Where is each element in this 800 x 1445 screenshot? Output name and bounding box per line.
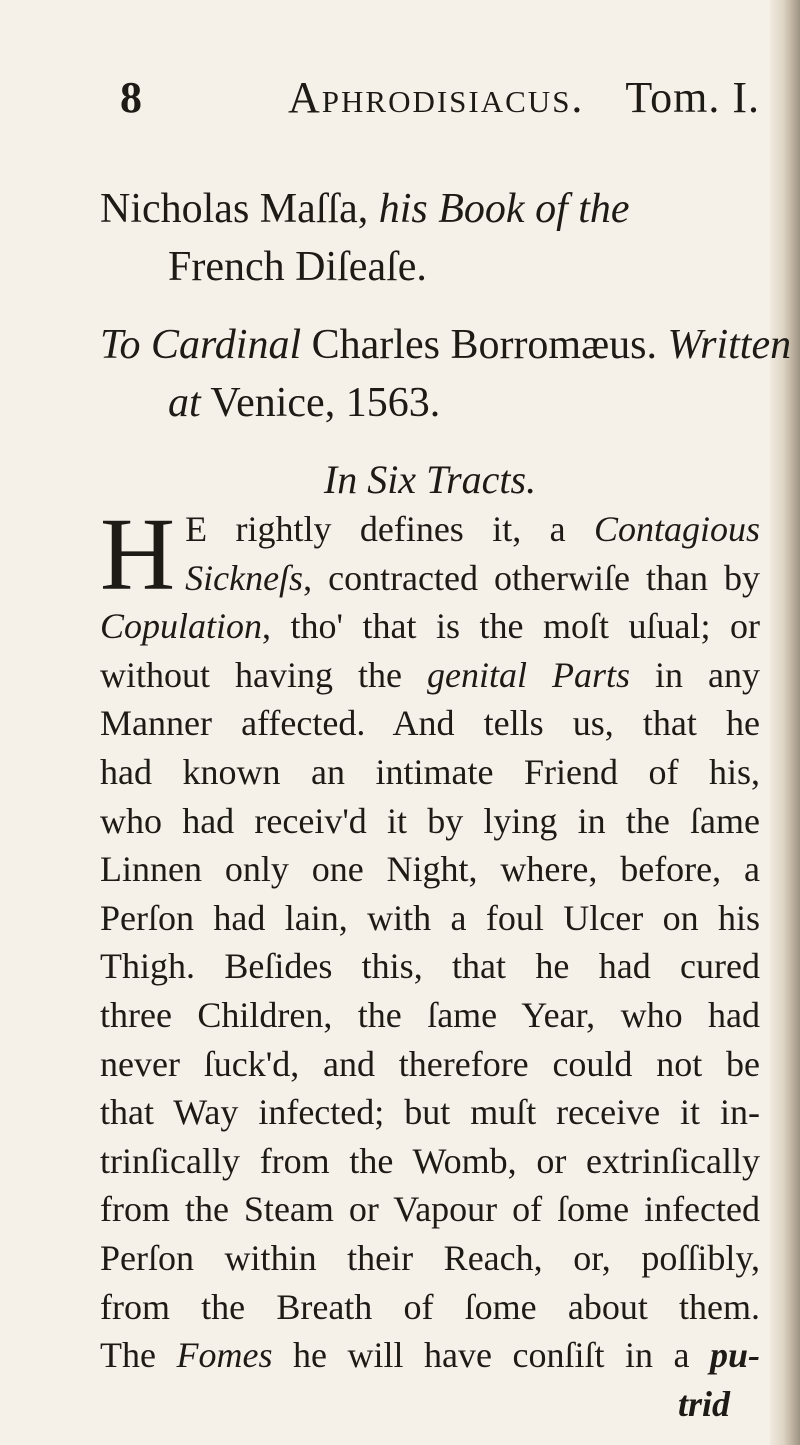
line-italic-text: Contagious [593, 509, 760, 549]
body-line [100, 602, 760, 651]
body-line [100, 748, 760, 797]
line-italic-tail: pu- [709, 1335, 760, 1376]
line-text: Thigh. Beſides this, that he had cured [100, 946, 760, 987]
body-line [100, 1040, 760, 1089]
title-written: Written [667, 322, 792, 368]
line-text: who had receiv'd it by lying in the ſame [100, 800, 760, 841]
line-text: three Children, the ſame Year, who had [100, 994, 760, 1035]
line-text: Perſon within their Reach, or, poſſibly, [100, 1237, 760, 1278]
body-line [100, 845, 760, 894]
body-line [100, 554, 760, 603]
body-line [100, 1185, 760, 1234]
catchword: trid [677, 1383, 730, 1424]
title-line-4 [100, 374, 760, 432]
running-header [120, 72, 760, 132]
title-line-2: French Diſeaſe. [168, 244, 427, 290]
body-line [100, 651, 760, 700]
cardinal-name: Charles Borromæus. [311, 322, 657, 368]
body-line [100, 1234, 760, 1283]
author-name: Nicholas Maſſa, [100, 186, 369, 232]
body-line [100, 1137, 760, 1186]
body-line [100, 1331, 760, 1380]
volume-label: Tom. I. [625, 73, 760, 122]
title-line-3 [100, 316, 792, 374]
title-of-the: of the [535, 186, 630, 232]
line-text: from the Breath of ſome about them. [100, 1286, 760, 1327]
line-text: that Way infected; but muſt receive it in- [100, 1092, 760, 1133]
line-text: , tho' that is the moſt uſual; or [262, 606, 760, 647]
line-italic-text: Copulation [100, 606, 263, 647]
line-italic-text: Sickneſs [185, 557, 304, 598]
body-lines [100, 497, 761, 1380]
body-line [100, 942, 760, 991]
line-text: E rightly defines it, a [185, 509, 594, 549]
line-text: from the Steam or Vapour of ſome infected [100, 1189, 760, 1230]
body-line [100, 797, 760, 846]
line-text: had known an intimate Friend of his, [100, 751, 760, 792]
place-and-date: Venice, 1563. [210, 380, 441, 426]
body-line [100, 894, 760, 943]
chapter-title [100, 180, 792, 432]
line-text: trinſically from the Womb, or extrinſically [100, 1140, 760, 1181]
drop-cap: H [100, 497, 176, 612]
line-text: in any [630, 654, 761, 695]
line-text: never ſuck'd, and therefore could not be [100, 1043, 760, 1084]
page-number: 8 [120, 73, 143, 122]
line-italic-text: Fomes [176, 1335, 273, 1376]
body-line [100, 505, 760, 554]
line-text: Perſon had lain, with a foul Ulcer on his [100, 897, 760, 938]
line-text: Linnen only one Night, where, before, a [100, 849, 760, 890]
title-to-cardinal: To Cardinal [100, 322, 302, 368]
title-at: at [168, 380, 201, 426]
body-line [100, 1088, 760, 1137]
title-his-book: his Book [378, 186, 525, 232]
body-line [100, 699, 760, 748]
line-text: without having the [100, 654, 427, 695]
line-text: he will have conſiſt in a [272, 1335, 710, 1376]
tracts-subtitle: In Six Tracts. [323, 457, 537, 502]
line-text: The [100, 1335, 177, 1376]
line-text: , contracted otherwiſe than by [303, 557, 760, 598]
body-line [100, 991, 760, 1040]
running-title: Aphrodisiacus. [288, 73, 585, 122]
page-edge-shadow [770, 0, 800, 1445]
line-italic-text: genital Parts [427, 654, 631, 695]
title-line-1 [100, 180, 760, 238]
body-text [100, 497, 761, 1428]
line-text: Manner affected. And tells us, that he [100, 703, 760, 744]
body-line [100, 1283, 760, 1332]
